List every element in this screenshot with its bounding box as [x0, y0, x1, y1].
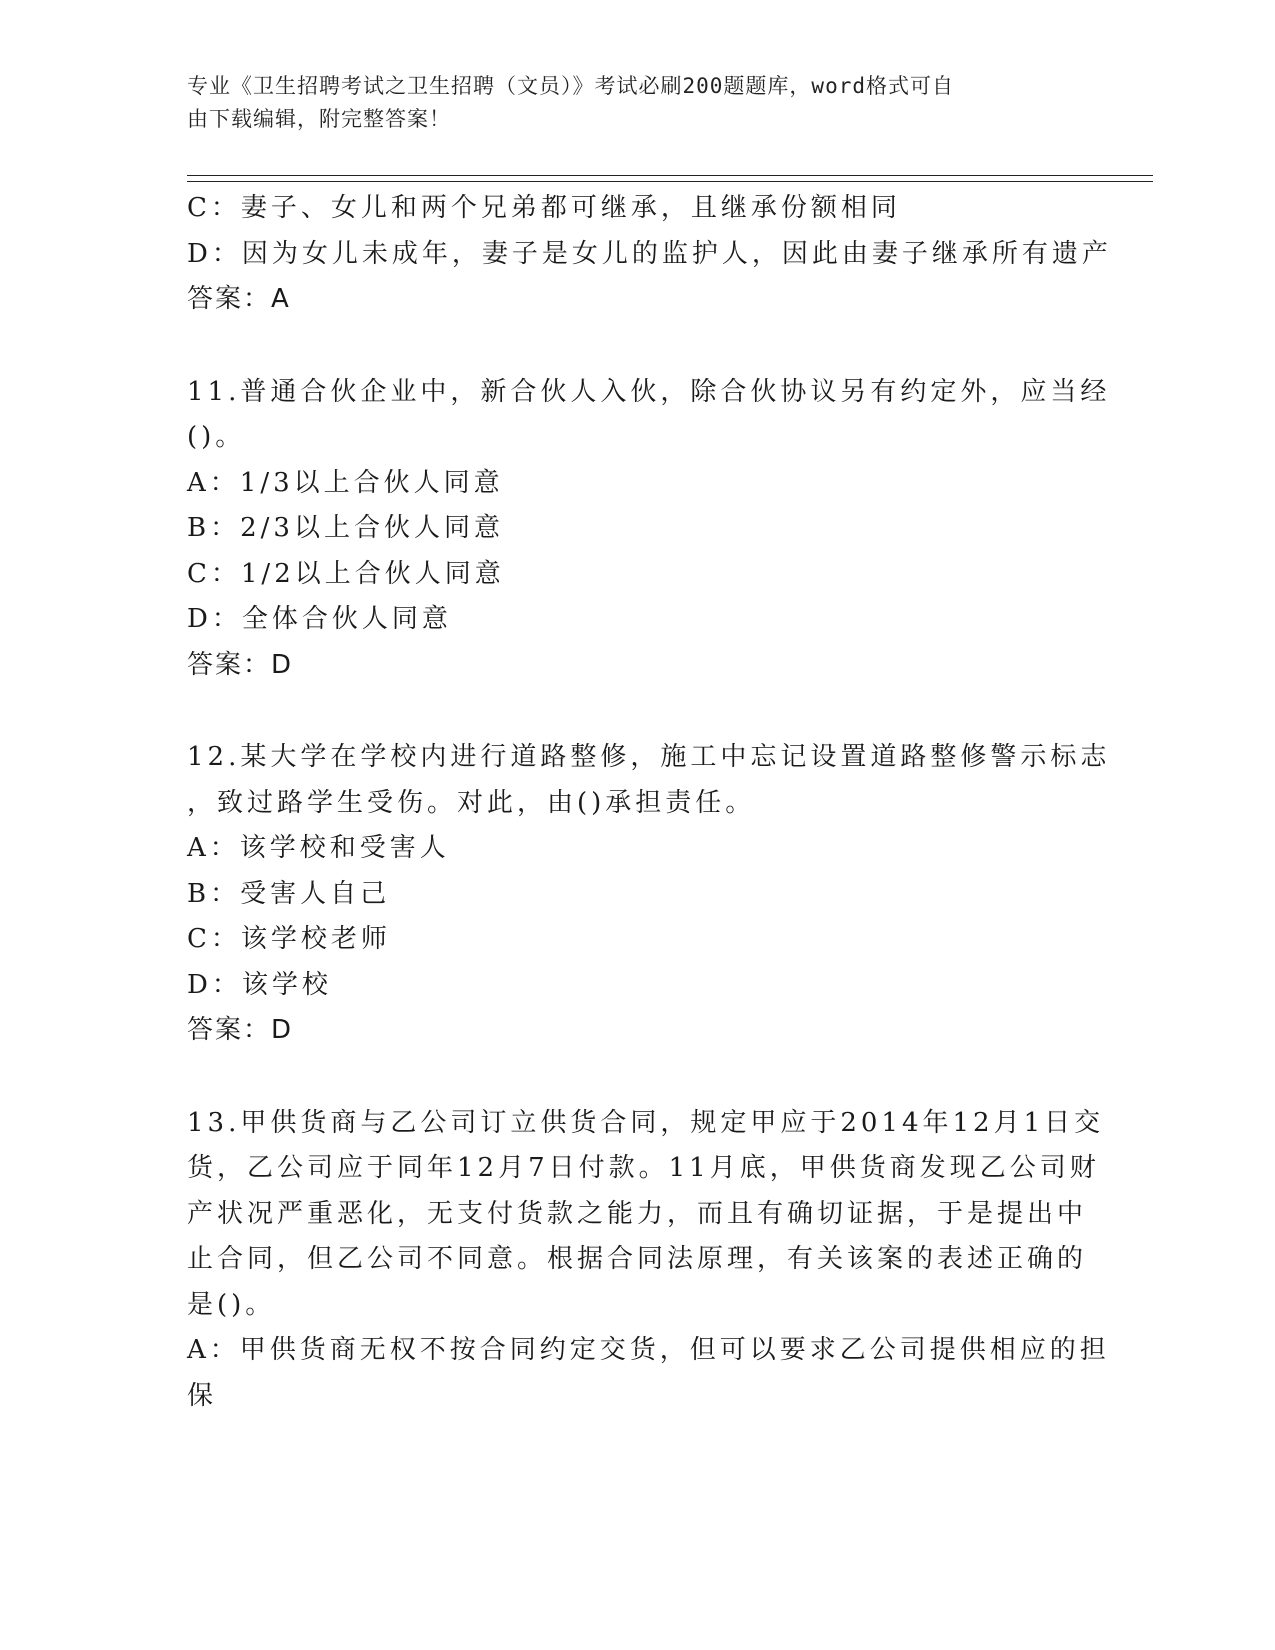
question-13-stem-line-1: 13.甲供货商与乙公司订立供货合同，规定甲应于2014年12月1日交: [187, 1107, 1105, 1138]
header-title-line-2: 由下载编辑，附完整答案！: [187, 107, 451, 131]
question-spacer: [187, 323, 1067, 370]
question-12-option-a: A：该学校和受害人: [187, 833, 450, 863]
question-12-stem-line-1: 12.某大学在学校内进行道路整修，施工中忘记设置道路整修警示标志: [187, 742, 1111, 772]
question-13-stem-line-2: 货，乙公司应于同年12月7日付款。11月底，甲供货商发现乙公司财: [187, 1153, 1100, 1183]
question-11: [187, 370, 1111, 689]
question-11-option-c: C：1/2以上合伙人同意: [187, 558, 505, 589]
question-11-option-d: D：全体合伙人同意: [187, 604, 452, 634]
question-13-stem-line-5: 是()。: [187, 1289, 276, 1320]
question-10-option-c: C：妻子、女儿和两个兄弟都可继承，且继承份额相同: [187, 193, 901, 223]
question-11-option-b: B：2/3以上合伙人同意: [187, 513, 504, 543]
header-title-line-1: 专业《卫生招聘考试之卫生招聘（文员）》考试必刷200题题库，word格式可自: [187, 74, 954, 98]
question-11-option-a: A：1/3以上合伙人同意: [187, 467, 504, 498]
question-13-option-a-line-2: 保: [187, 1380, 218, 1411]
page-header: [187, 70, 1067, 136]
question-13-stem-line-3: 产状况严重恶化，无支付货款之能力，而且有确切证据，于是提出中: [187, 1198, 1088, 1229]
header-divider-bottom: [187, 181, 1153, 182]
question-13-stem-line-4: 止合同，但乙公司不同意。根据合同法原理，有关该案的表述正确的: [187, 1244, 1088, 1274]
question-13: [187, 1101, 1110, 1420]
question-content: [187, 186, 1112, 1419]
question-12-option-c: C：该学校老师: [187, 924, 391, 954]
question-13-option-a-line-1: A：甲供货商无权不按合同约定交货，但可以要求乙公司提供相应的担: [187, 1335, 1110, 1365]
question-11-answer: 答案：D: [187, 649, 294, 680]
question-12-option-d: D：该学校: [187, 969, 332, 1000]
question-11-stem-line-1: 11.普通合伙企业中，新合伙人入伙，除合伙协议另有约定外，应当经: [187, 376, 1111, 407]
question-12-answer: 答案：D: [187, 1015, 294, 1045]
question-10-option-d: D：因为女儿未成年，妻子是女儿的监护人，因此由妻子继承所有遗产: [187, 238, 1112, 269]
question-spacer: [187, 1054, 1067, 1101]
header-divider-top: [187, 175, 1153, 176]
question-10-answer: 答案：A: [187, 284, 291, 314]
question-12-stem-line-2: ，致过路学生受伤。对此，由()承担责任。: [187, 787, 756, 818]
question-12-option-b: B：受害人自己: [187, 878, 391, 909]
question-12: [187, 735, 1111, 1054]
question-10-tail: [187, 186, 1112, 323]
question-11-stem-line-2: ()。: [187, 422, 246, 452]
question-spacer: [187, 688, 1067, 735]
